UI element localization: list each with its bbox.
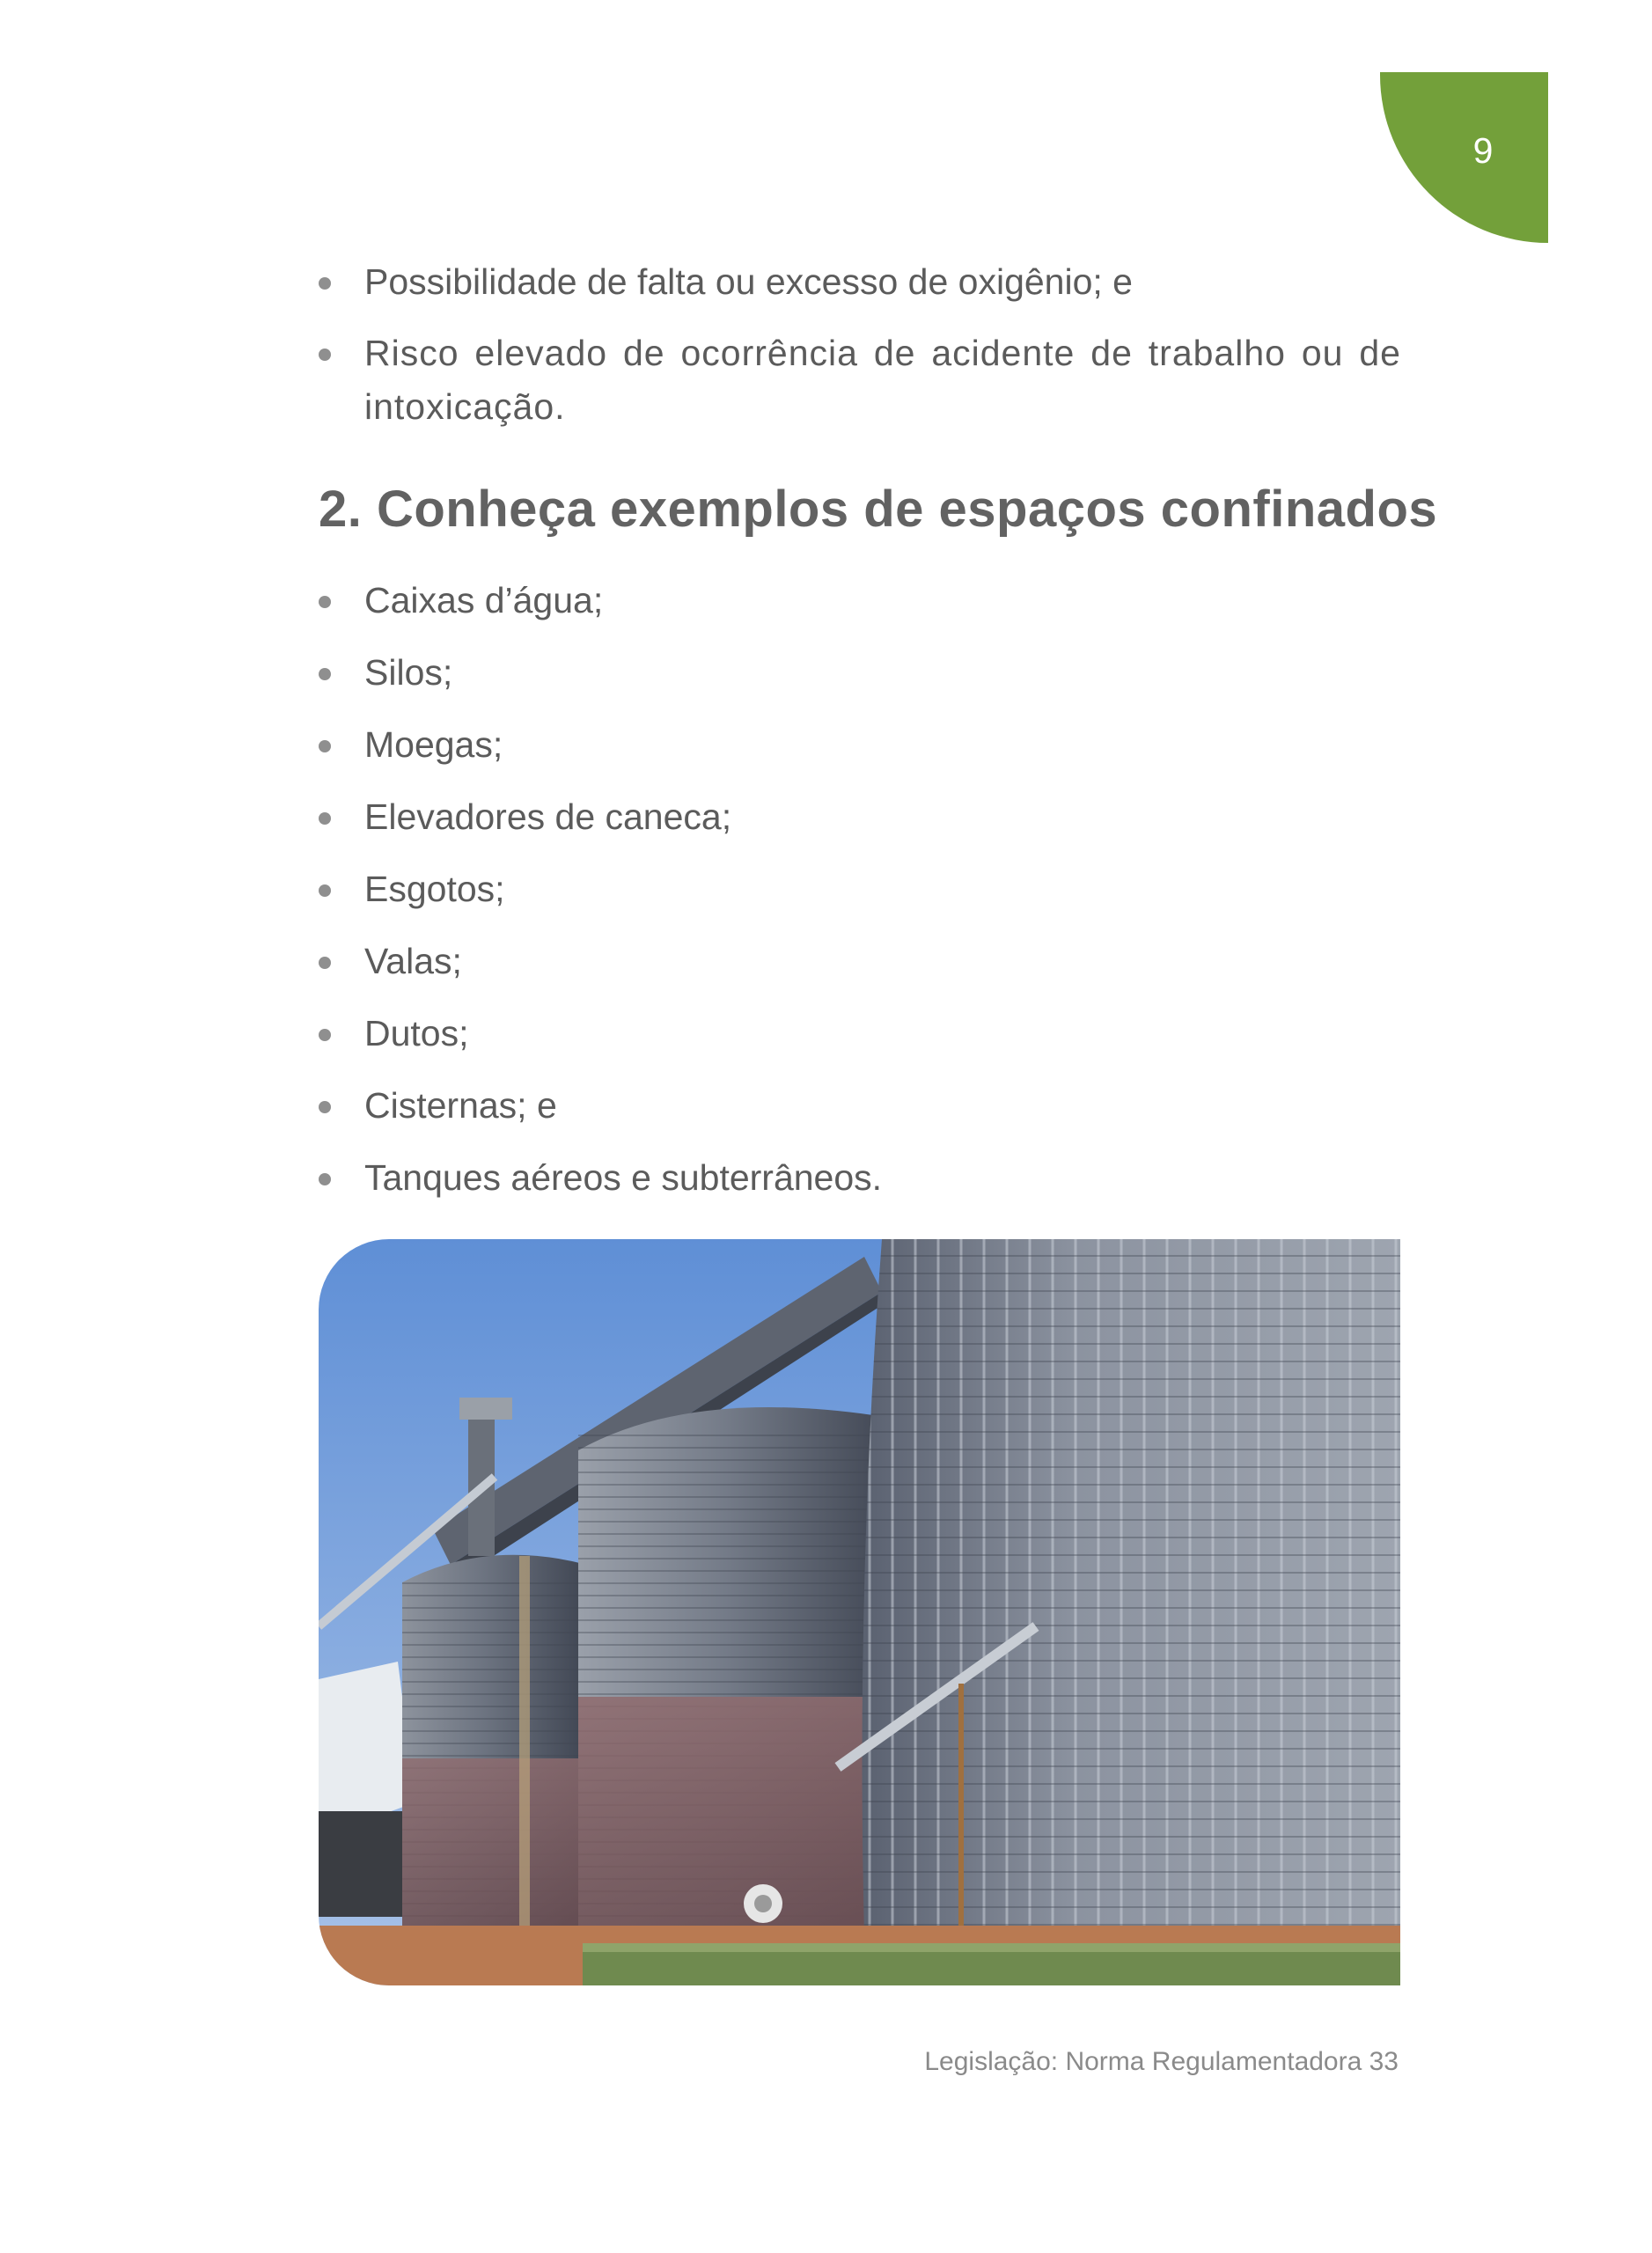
examples-list [319,574,1401,1223]
list-item-text: Valas; [364,941,462,981]
list-item-text: Moegas; [364,724,503,765]
bullet-icon [319,957,331,969]
bullet-icon [319,1173,331,1185]
list-item [319,935,1401,1007]
list-item-text: Cisternas; e [364,1085,557,1126]
bullet-icon [319,1101,331,1113]
page-number: 9 [1472,130,1494,171]
list-item [319,327,1401,434]
list-item [319,255,1401,309]
list-item-text: Dutos; [364,1013,469,1053]
bullet-icon [319,740,331,752]
list-item-text: Possibilidade de falta ou excesso de oxigênio; e [364,261,1133,302]
list-item [319,1007,1401,1079]
bullet-icon [319,884,331,897]
bullet-icon [319,277,331,290]
grain-silos-photo [319,1239,1400,1985]
section-heading: 2. Conheça exemplos de espaços confinados [319,481,1438,538]
list-item [319,646,1401,718]
list-item-text: Caixas d’água; [364,580,604,620]
footer-text: Legislação: Norma Regulamentadora 33 [924,2047,1399,2076]
list-item [319,790,1401,862]
list-item [319,862,1401,935]
bullet-icon [319,349,331,361]
list-item-text: Silos; [364,652,453,693]
bullet-icon [319,668,331,680]
list-item-text: Elevadores de caneca; [364,796,732,837]
list-item [319,1079,1401,1151]
list-item-text: Esgotos; [364,869,505,909]
list-item [319,574,1401,646]
bullet-icon [319,1029,331,1041]
list-item-text: Tanques aéreos e subterrâneos. [364,1157,883,1198]
bullet-icon [319,596,331,608]
risk-list [319,255,1401,434]
list-item [319,718,1401,790]
bullet-icon [319,812,331,825]
list-item-text: Risco elevado de ocorrência de acidente de trabalho ou de intoxicação. [364,333,1401,427]
list-item [319,1151,1401,1223]
